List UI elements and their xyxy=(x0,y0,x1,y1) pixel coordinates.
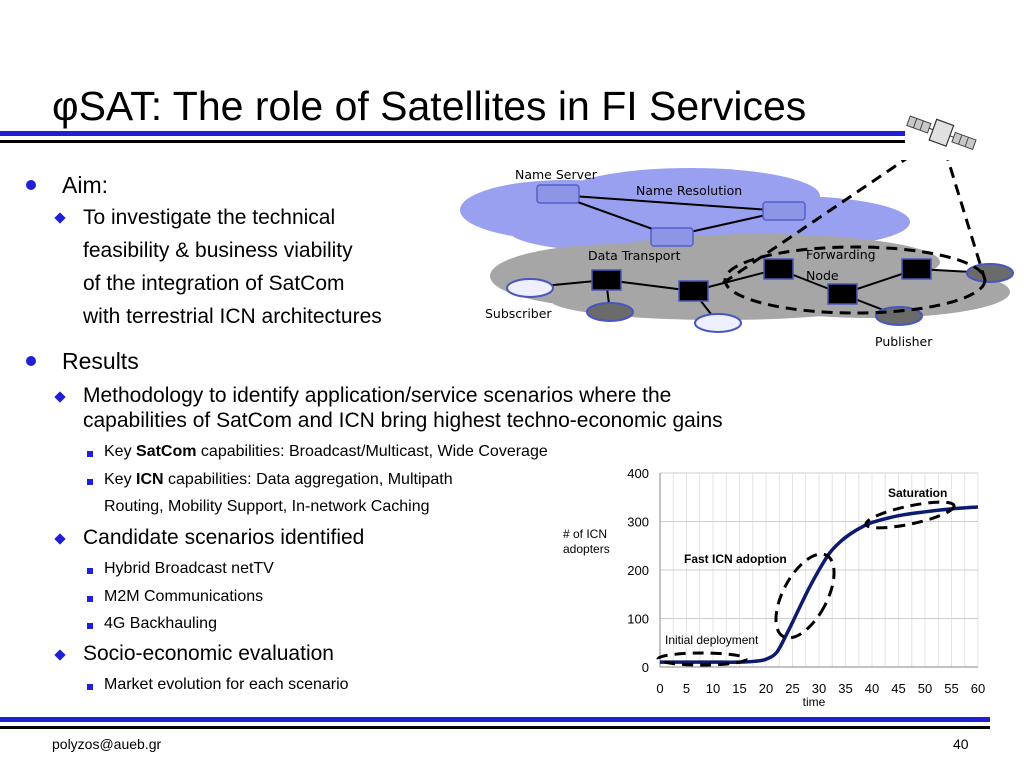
bullet-square xyxy=(87,568,93,574)
slide-title: φSAT: The role of Satellites in FI Services xyxy=(52,83,807,129)
x-tick-label: 60 xyxy=(970,681,986,696)
socio-item: Market evolution for each scenario xyxy=(104,676,349,693)
key-icn-line2: Routing, Mobility Support, In-network Caching xyxy=(104,498,430,515)
bullet-square xyxy=(87,479,93,485)
y-tick-label: 400 xyxy=(627,466,649,481)
y-tick-label: 0 xyxy=(641,660,649,675)
publisher-label: Publisher xyxy=(875,334,933,349)
bullet-diamond xyxy=(54,649,65,660)
scenario-item: 4G Backhauling xyxy=(104,615,217,632)
name-server-node xyxy=(763,202,805,220)
x-tick-label: 25 xyxy=(785,681,800,696)
subscriber-node xyxy=(587,303,633,321)
methodology-line: Methodology to identify application/service scenarios where the xyxy=(83,384,672,407)
x-tick-label: 20 xyxy=(758,681,774,696)
x-tick-label: 30 xyxy=(811,681,827,696)
footer-rule-black xyxy=(0,726,990,729)
key-suffix: capabilities: Broadcast/Multicast, Wide Coverage xyxy=(196,443,548,460)
footer-rule-blue xyxy=(0,717,990,722)
bullet-square xyxy=(87,623,93,629)
subscriber-node xyxy=(507,279,553,297)
aim-text-line: feasibility & business viability xyxy=(83,239,353,262)
aim-text-line: with terrestrial ICN architectures xyxy=(83,305,382,328)
y-tick-label: 100 xyxy=(627,611,649,627)
fast-adoption-label: Fast ICN adoption xyxy=(684,552,787,566)
socio-label: Socio-economic evaluation xyxy=(83,642,334,665)
forwarding-node xyxy=(902,259,931,279)
bullet-dot xyxy=(26,356,36,366)
y-tick-label: 300 xyxy=(627,514,649,530)
key-bold: ICN xyxy=(136,471,164,488)
x-tick-label: 50 xyxy=(917,681,933,696)
forwarding-node-label: Node xyxy=(806,268,839,283)
data-transport-label: Data Transport xyxy=(588,248,681,263)
name-server-label: Name Server xyxy=(515,167,597,182)
aim-text-line: of the integration of SatCom xyxy=(83,272,345,295)
x-tick-label: 40 xyxy=(864,681,880,696)
bullet-diamond xyxy=(54,212,65,223)
x-axis-label: time xyxy=(802,695,826,709)
x-tick-label: 15 xyxy=(732,681,747,696)
key-bold: SatCom xyxy=(136,443,197,460)
forwarding-node xyxy=(679,281,708,301)
bullet-diamond xyxy=(54,533,65,544)
key-icn-item xyxy=(104,471,453,489)
footer-email: polyzos@aueb.gr xyxy=(52,736,162,752)
forwarding-node xyxy=(764,259,793,279)
x-tick-label: 35 xyxy=(838,681,853,696)
subscriber-label: Subscriber xyxy=(485,306,552,321)
name-resolution-label: Name Resolution xyxy=(636,183,743,198)
key-satcom-item xyxy=(104,443,548,461)
saturation-label: Saturation xyxy=(888,486,948,500)
satellite-icon xyxy=(902,108,982,160)
name-server-node xyxy=(651,228,693,246)
bullet-square xyxy=(87,684,93,690)
y-tick-label: 200 xyxy=(627,563,649,578)
x-tick-label: 45 xyxy=(891,681,906,696)
x-tick-label: 0 xyxy=(656,681,664,696)
bullet-diamond xyxy=(54,391,65,402)
bullet-dot xyxy=(26,180,36,190)
title-rule-blue xyxy=(0,131,905,136)
name-server-node xyxy=(537,185,579,203)
scenarios-label: Candidate scenarios identified xyxy=(83,526,365,549)
page-number: 40 xyxy=(953,736,969,752)
aim-label: Aim: xyxy=(62,172,108,198)
x-tick-label: 5 xyxy=(682,681,691,696)
title-rule-black xyxy=(0,140,905,143)
adoption-chart xyxy=(555,462,1000,712)
methodology-line: capabilities of SatCom and ICN bring highest techno-economic gains xyxy=(83,409,723,432)
scenario-item: Hybrid Broadcast netTV xyxy=(104,560,274,577)
y-axis-label: # of ICN adopters xyxy=(563,527,610,556)
results-label: Results xyxy=(62,348,139,374)
key-suffix: capabilities: Data aggregation, Multipath xyxy=(163,471,453,488)
scenario-item: M2M Communications xyxy=(104,588,264,605)
x-tick-label: 55 xyxy=(944,681,959,696)
key-prefix: Key xyxy=(104,443,137,460)
forwarding-node xyxy=(828,284,857,304)
bullet-square xyxy=(87,451,93,457)
forwarding-node-label: Forwarding xyxy=(806,247,876,262)
initial-deployment-label: Initial deployment xyxy=(665,633,759,647)
forwarding-node xyxy=(592,270,621,290)
network-diagram xyxy=(455,160,1015,355)
x-tick-label: 10 xyxy=(705,681,721,696)
key-prefix: Key xyxy=(104,471,137,488)
subscriber-node xyxy=(695,314,741,332)
bullet-square xyxy=(87,596,93,602)
aim-text-line: To investigate the technical xyxy=(83,206,336,229)
